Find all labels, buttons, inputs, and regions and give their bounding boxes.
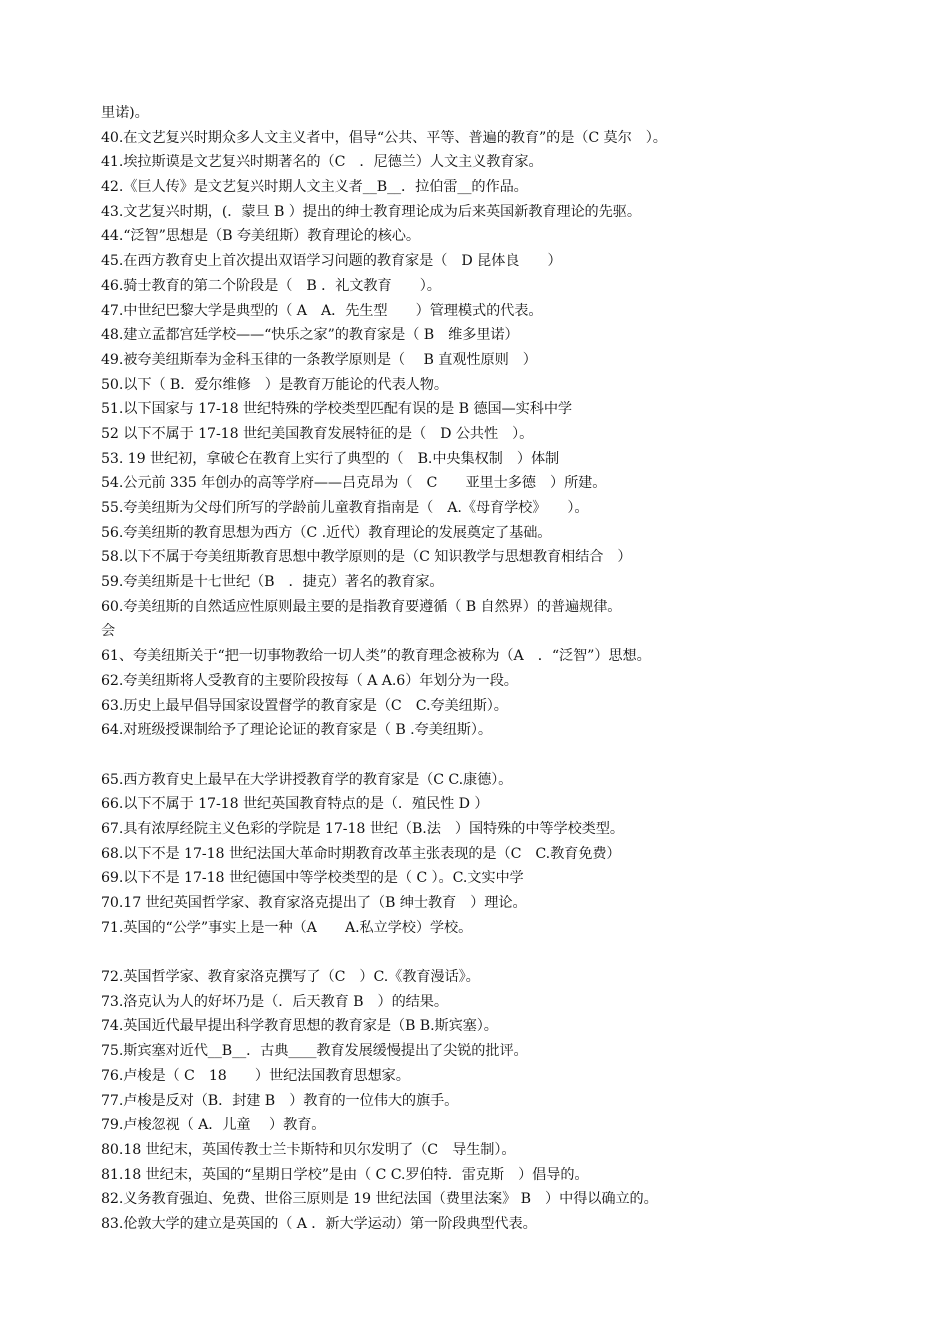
text-line: 50.以下（ B．爱尔维修 ）是教育万能论的代表人物。 [101, 376, 448, 393]
text-line: 69.以下不是 17-18 世纪德国中等学校类型的是（ C ）。C.文实中学 [101, 870, 524, 887]
text-line: 64.对班级授课制给予了理论论证的教育家是（ B .夸美纽斯）。 [101, 722, 492, 739]
text-line: 45.在西方教育史上首次提出双语学习问题的教育家是（ D 昆体良 ） [101, 253, 562, 270]
text-line: 53. 19 世纪初，拿破仑在教育上实行了典型的（ B.中央集权制 ）体制 [101, 450, 560, 467]
text-line: 74.英国近代最早提出科学教育思想的教育家是（B B.斯宾塞）。 [101, 1018, 498, 1035]
text-line: 70.17 世纪英国哲学家、教育家洛克提出了（B 绅士教育 ）理论。 [101, 895, 527, 911]
text-line: 60.夸美纽斯的自然适应性原则最主要的是指教育要遵循（ B 自然界）的普遍规律。 [101, 598, 622, 615]
text-line: 81.18 世纪末，英国的“星期日学校”是由（ C C.罗伯特．雷克斯 ）倡导的。 [101, 1166, 589, 1183]
text-line: 52 以下不属于 17-18 世纪美国教育发展特征的是（ D 公共性 ）。 [101, 425, 534, 442]
text-line: 44.“泛智”思想是（B 夸美纽斯）教育理论的核心。 [101, 228, 420, 245]
text-line: 66.以下不属于 17-18 世纪英国教育特点的是（．殖民性 D ） [101, 796, 489, 813]
text-line: 48.建立孟都宫廷学校——“快乐之家”的教育家是（ B 维多里诺） [101, 327, 519, 344]
text-line: 62.夸美纽斯将人受教育的主要阶段按每（ A A.6）年划分为一段。 [101, 672, 518, 689]
text-line: 77.卢梭是反对（B．封建 B ）教育的一位伟大的旗手。 [101, 1092, 459, 1109]
text-line: 65.西方教育史上最早在大学讲授教育学的教育家是（C C.康德）。 [101, 771, 513, 788]
text-line: 46.骑士教育的第二个阶段是（ B ．礼文教育 ）。 [101, 277, 441, 294]
text-line: 67.具有浓厚经院主义色彩的学院是 17-18 世纪（B.法 ）国特殊的中等学校类型。 [101, 820, 624, 837]
text-line: 43.文艺复兴时期，(．蒙旦 B ）提出的绅士教育理论成为后来英国新教育理论的先驱。 [101, 203, 641, 220]
text-line: 51.以下国家与 17-18 世纪特殊的学校类型匹配有误的是 B 德国—实科中学 [101, 401, 572, 418]
text-line: 82.义务教育强迫、免费、世俗三原则是 19 世纪法国（费里法案》 B ）中得以确立的。 [101, 1191, 658, 1208]
text-line: 42.《巨人传》是文艺复兴时期人文主义者__B__．拉伯雷__的作品。 [101, 179, 528, 196]
text-line: 会 [101, 623, 116, 640]
text-line: 54.公元前 335 年创办的高等学府——吕克昂为（ C 亚里士多德 ）所建。 [101, 475, 607, 492]
text-line: 72.英国哲学家、教育家洛克撰写了（C ）C.《教育漫话》。 [101, 969, 480, 986]
text-line: 83.伦敦大学的建立是英国的（ A ．新大学运动）第一阶段典型代表。 [101, 1215, 537, 1232]
text-line: 55.夸美纽斯为父母们所写的学龄前儿童教育指南是（ A.《母育学校》 ）。 [101, 500, 589, 516]
text-line: 49.被夸美纽斯奉为金科玉律的一条教学原则是（ B 直观性原则 ） [101, 351, 537, 368]
blank-line [101, 940, 921, 965]
text-line: 79.卢梭忽视（ A．儿童 ）教育。 [101, 1117, 326, 1134]
document-page [101, 101, 921, 1237]
text-line: 40.在文艺复兴时期众多人文主义者中，倡导“公共、平等、普遍的教育”的是（C 莫尔 ）。 [101, 129, 667, 146]
text-line: 58.以下不属于夸美纽斯教育思想中教学原则的是（C 知识教学与思想教育相结合 ） [101, 549, 632, 566]
text-line: 75.斯宾塞对近代__B__．古典____教育发展缓慢提出了尖锐的批评。 [101, 1043, 528, 1060]
text-line: 63.历史上最早倡导国家设置督学的教育家是（C C.夸美纽斯）。 [101, 697, 508, 714]
text-line: 80.18 世纪末，英国传教士兰卡斯特和贝尔发明了（C 导生制）。 [101, 1141, 516, 1158]
blank-line [101, 743, 921, 768]
text-line: 47.中世纪巴黎大学是典型的（ A A．先生型 ）管理模式的代表。 [101, 302, 543, 319]
text-line: 59.夸美纽斯是十七世纪（B ．捷克）著名的教育家。 [101, 574, 444, 591]
text-line: 76.卢梭是（ C 18 ）世纪法国教育思想家。 [101, 1067, 410, 1084]
text-line: 71.英国的“公学”事实上是一种（A A.私立学校）学校。 [101, 919, 473, 936]
text-line: 61、夸美纽斯关于“把一切事物教给一切人类”的教育理念被称为（A ．“泛智”）思想。 [101, 648, 651, 665]
text-line: 68.以下不是 17-18 世纪法国大革命时期教育改革主张表现的是（C C.教育免费） [101, 845, 621, 862]
text-line: 41.埃拉斯谟是文艺复兴时期著名的（C ．尼德兰）人文主义教育家。 [101, 154, 543, 171]
text-line: 73.洛克认为人的好坏乃是（．后天教育 B ）的结果。 [101, 993, 448, 1010]
text-line: 里诺)。 [101, 105, 149, 121]
text-line: 56.夸美纽斯的教育思想为西方（C .近代）教育理论的发展奠定了基础。 [101, 524, 552, 541]
